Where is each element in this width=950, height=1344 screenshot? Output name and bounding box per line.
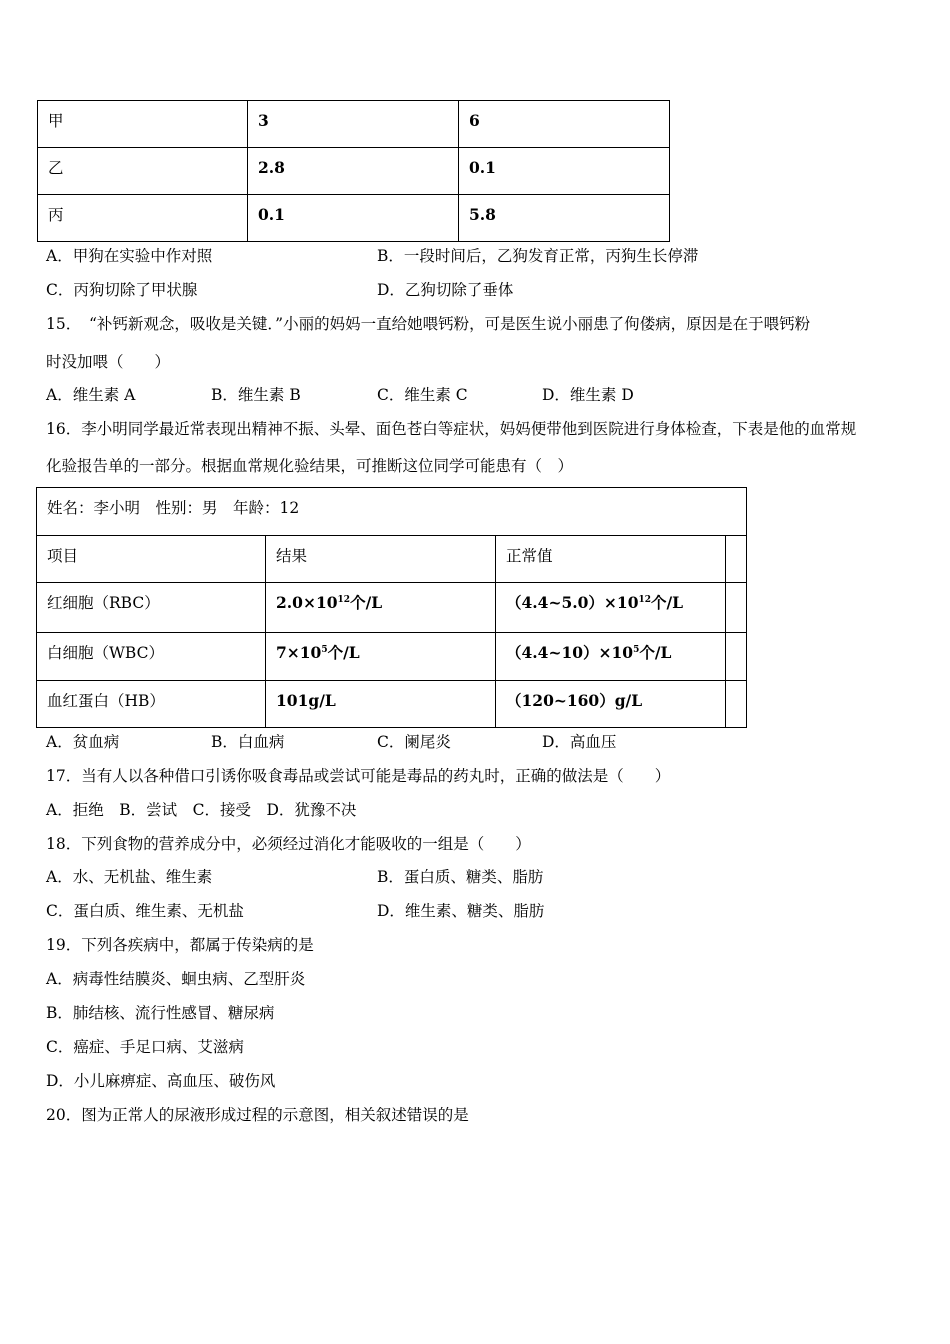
table-row [37,633,747,681]
q18-option-b: B．蛋白质、糖类、脂肪 [377,868,544,886]
q15-option-b: B．维生素 B [211,386,301,404]
table-cell: 3 [248,101,459,148]
q15-stem-line2: 时没加喂（ ） [46,353,171,371]
q18-option-d: D．维生素、糖类、脂肪 [377,902,545,920]
table-row [38,195,670,242]
table-cell: 白细胞（WBC） [37,633,266,681]
q16-option-b: B．白血病 [211,733,285,751]
table-header-row [37,536,747,583]
table-cell: $7\times 10^5$个/L [266,633,496,681]
q14-option-b: B．一段时间后，乙狗发育正常，丙狗生长停滞 [377,247,699,265]
table-header-cell: 正常值 [496,536,726,583]
table-cell: 丙 [38,195,248,242]
q14-option-a: A．甲狗在实验中作对照 [46,247,213,265]
table-empty-cell [726,536,747,583]
q16-option-a: A．贫血病 [46,733,120,751]
q19-option-a: A．病毒性结膜炎、蛔虫病、乙型肝炎 [46,970,306,988]
table-cell: （120~160）g/L [496,681,726,728]
q16-option-d: D．高血压 [542,733,617,751]
q17-options: A．拒绝 B．尝试 C．接受 D．犹豫不决 [46,801,357,819]
table-row [38,148,670,195]
table-empty-cell [726,681,747,728]
patient-info-cell: 姓名：李小明 性别：男 年龄：12 [37,488,747,536]
q17-stem: 17．当有人以各种借口引诱你吸食毒品或尝试可能是毒品的药丸时，正确的做法是（ ） [46,767,671,785]
q18-option-a: A．水、无机盐、维生素 [46,868,213,886]
dog-experiment-table [37,100,670,242]
table-header-cell: 项目 [37,536,266,583]
table-cell: 血红蛋白（HB） [37,681,266,728]
table-cell: 6 [459,101,670,148]
table-cell: 红细胞（RBC） [37,583,266,633]
table-empty-cell [726,633,747,681]
q19-option-c: C．癌症、手足口病、艾滋病 [46,1038,244,1056]
q19-stem: 19．下列各疾病中，都属于传染病的是 [46,936,314,954]
q15-option-a: A．维生素 A [46,386,136,404]
table-row [37,488,747,536]
q15-stem-line1: 15． “补钙新观念，吸收是关键．”小丽的妈妈一直给她喂钙粉，可是医生说小丽患了佝偻病，原因是在于喂钙粉 [46,315,811,333]
q16-option-c: C．阑尾炎 [377,733,451,751]
q15-option-c: C．维生素 C [377,386,468,404]
q14-option-d: D．乙狗切除了垂体 [377,281,514,299]
q15-option-d: D．维生素 D [542,386,634,404]
table-cell: 2.8 [248,148,459,195]
table-empty-cell [726,583,747,633]
q19-option-b: B．肺结核、流行性感冒、糖尿病 [46,1004,275,1022]
table-header-cell: 结果 [266,536,496,583]
table-cell: $(4.4\sim 10)\times 10^5$个/L [496,633,726,681]
table-row [37,583,747,633]
table-row [37,681,747,728]
table-cell: $(4.4\sim 5.0)\times 10^{12}$个/L [496,583,726,633]
q14-option-c: C．丙狗切除了甲状腺 [46,281,198,299]
blood-test-table [36,487,747,728]
table-cell: 5.8 [459,195,670,242]
q18-stem: 18．下列食物的营养成分中，必须经过消化才能吸收的一组是（ ） [46,835,531,853]
q16-stem-line2: 化验报告单的一部分。根据血常规化验结果，可推断这位同学可能患有（ ） [46,457,574,475]
table-cell: 甲 [38,101,248,148]
table-cell: $2.0\times 10^{12}$个/L [266,583,496,633]
q19-option-d: D．小儿麻痹症、高血压、破伤风 [46,1072,276,1090]
table-cell: 0.1 [248,195,459,242]
q20-stem: 20．图为正常人的尿液形成过程的示意图，相关叙述错误的是 [46,1106,469,1124]
q16-stem-line1: 16．李小明同学最近常表现出精神不振、头晕、面色苍白等症状，妈妈便带他到医院进行身体检查，下表是他的血常规 [46,420,857,438]
table-cell: 0.1 [459,148,670,195]
table-cell: 乙 [38,148,248,195]
table-cell: 101g/L [266,681,496,728]
q18-option-c: C．蛋白质、维生素、无机盐 [46,902,244,920]
table-row [38,101,670,148]
